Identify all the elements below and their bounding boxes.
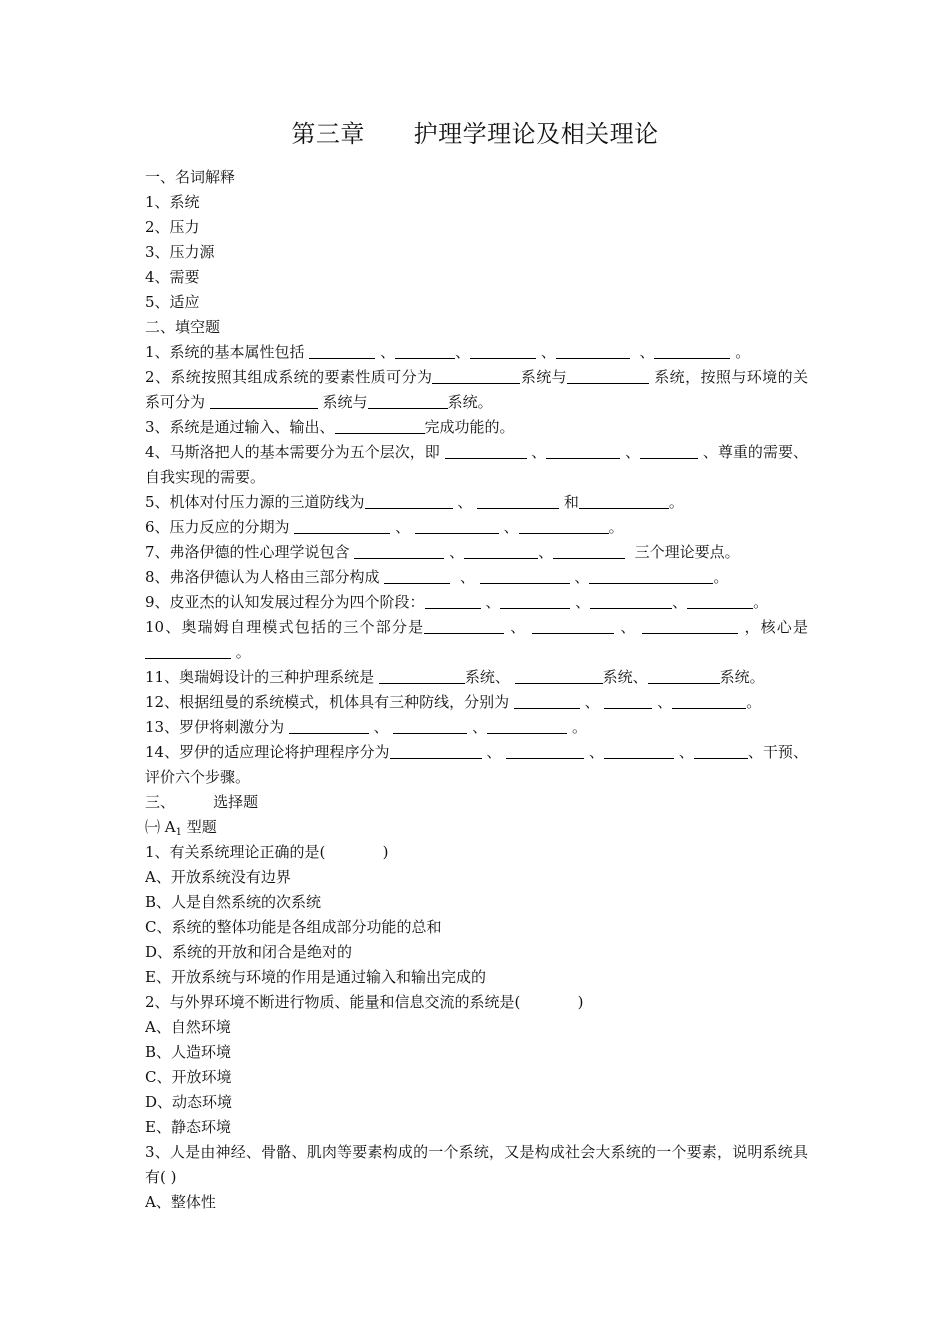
answer-blank[interactable]: [694, 743, 748, 759]
answer-blank[interactable]: [384, 568, 450, 584]
question-text: 系统。: [447, 393, 493, 411]
question-text: 1、系统的基本属性包括: [145, 343, 310, 361]
answer-blank[interactable]: [648, 668, 720, 684]
question-text: 、: [526, 443, 547, 461]
fill-question-4: [145, 440, 808, 490]
question-text: 完成功能的。: [424, 418, 515, 436]
answer-blank[interactable]: [145, 643, 231, 659]
question-text: 。: [753, 593, 769, 611]
answer-blank[interactable]: [365, 493, 453, 509]
term-item: 5、适应: [145, 293, 200, 311]
question-text: 系统与: [520, 368, 568, 386]
question-text: 、尊重的需要、自我实现的需要。: [145, 443, 808, 486]
answer-blank[interactable]: [480, 568, 570, 584]
question-text: 。: [608, 518, 624, 536]
question-text: 系统，按照与环境的关系可分为: [145, 368, 808, 411]
answer-blank[interactable]: [553, 543, 625, 559]
question-text: 、: [570, 593, 591, 611]
question-text: 系统、: [464, 668, 515, 686]
answer-blank[interactable]: [390, 743, 482, 759]
question-text: 4、马斯洛把人的基本需要分为五个层次，即: [145, 443, 445, 461]
term-item: 4、需要: [145, 268, 200, 286]
term-item: 2、压力: [145, 218, 200, 236]
question-text: 、: [375, 343, 396, 361]
choice-option: D、系统的开放和闭合是绝对的: [145, 943, 353, 961]
question-text: 、: [538, 543, 554, 561]
answer-blank[interactable]: [309, 343, 375, 359]
question-text: 、: [467, 718, 488, 736]
question-text: 、: [444, 543, 465, 561]
answer-blank[interactable]: [672, 693, 746, 709]
question-text: 、: [629, 343, 655, 361]
answer-blank[interactable]: [425, 593, 481, 609]
question-text: 、: [672, 593, 688, 611]
fill-question-1: [145, 340, 808, 365]
answer-blank[interactable]: [445, 443, 527, 459]
answer-blank[interactable]: [546, 443, 620, 459]
question-text: 、: [390, 518, 415, 536]
choice-option: D、动态环境: [145, 1093, 233, 1111]
answer-blank[interactable]: [590, 593, 672, 609]
question-text: 三个理论要点。: [625, 543, 740, 561]
question-text: 系统。: [719, 668, 765, 686]
answer-blank[interactable]: [604, 743, 674, 759]
question-text: 、: [584, 743, 605, 761]
answer-blank[interactable]: [464, 543, 538, 559]
question-text: 10、奥瑞姆自理模式包括的三个部分是: [145, 618, 425, 636]
question-text: 。: [567, 718, 587, 736]
choice-question-stem: 2、与外界环境不断进行物质、能量和信息交流的系统是( ): [145, 993, 584, 1011]
fill-question-8: [145, 565, 808, 590]
answer-blank[interactable]: [556, 343, 630, 359]
choice-option: A、整体性: [145, 1193, 216, 1211]
question-text: 。: [713, 568, 729, 586]
question-text: ，核心是: [738, 618, 808, 636]
question-text: 、: [368, 718, 394, 736]
choice-option: C、开放环境: [145, 1068, 232, 1086]
question-text: 、: [536, 343, 556, 361]
question-text: 、干预、评价六个步骤。: [145, 743, 808, 786]
question-type-suffix: 型题: [181, 818, 217, 836]
question-text: 、: [674, 743, 694, 761]
answer-blank[interactable]: [500, 593, 570, 609]
choice-question-stem: 1、有关系统理论正确的是( ): [145, 843, 389, 861]
answer-blank[interactable]: [640, 443, 698, 459]
answer-blank[interactable]: [335, 418, 425, 434]
question-text: 7、弗洛伊德的性心理学说包含: [145, 543, 355, 561]
question-text: 。: [730, 343, 751, 361]
question-text: 11、奥瑞姆设计的三种护理系统是: [145, 668, 379, 686]
choice-option: C、系统的整体功能是各组成部分功能的总和: [145, 918, 442, 936]
choice-option: E、静态环境: [145, 1118, 231, 1136]
answer-blank[interactable]: [354, 543, 444, 559]
answer-blank[interactable]: [506, 743, 584, 759]
answer-blank[interactable]: [289, 718, 369, 734]
answer-blank[interactable]: [642, 618, 738, 634]
question-text: 14、罗伊的适应理论将护理程序分为: [145, 743, 390, 761]
document-body: [145, 165, 808, 1215]
answer-blank[interactable]: [515, 668, 603, 684]
question-text: 、: [620, 443, 641, 461]
term-item: 3、压力源: [145, 243, 215, 261]
fill-question-12: [145, 690, 808, 715]
answer-blank[interactable]: [424, 618, 504, 634]
fill-question-2: [145, 365, 808, 415]
choice-question-stem: 3、人是由神经、骨骼、肌肉等要素构成的一个系统，又是构成社会大系统的一个要素，说明系统具有( ): [145, 1143, 808, 1186]
answer-blank[interactable]: [519, 518, 609, 534]
answer-blank[interactable]: [687, 593, 753, 609]
question-text: 2、系统按照其组成系统的要素性质可分为: [145, 368, 433, 386]
question-text: 、: [498, 518, 519, 536]
choice-option: A、开放系统没有边界: [145, 868, 291, 886]
answer-blank[interactable]: [477, 493, 559, 509]
question-text: 12、根据纽曼的系统模式，机体具有三种防线，分别为: [145, 693, 514, 711]
choice-option: E、开放系统与环境的作用是通过输入和输出完成的: [145, 968, 486, 986]
question-text: 9、皮亚杰的认知发展过程分为四个阶段：: [145, 593, 425, 611]
question-text: 3、系统是通过输入、输出、: [145, 418, 335, 436]
question-text: 、: [452, 493, 478, 511]
question-text: 系统、: [602, 668, 648, 686]
question-text: 13、罗伊将刺激分为: [145, 718, 289, 736]
question-text: 、: [652, 693, 673, 711]
page-title: 第三章 护理学理论及相关理论: [291, 120, 659, 148]
answer-blank[interactable]: [514, 693, 580, 709]
question-text: 5、机体对付压力源的三道防线为: [145, 493, 365, 511]
question-text: 、: [614, 618, 643, 636]
term-item: 1、系统: [145, 193, 200, 211]
answer-blank[interactable]: [604, 693, 652, 709]
question-text: 。: [668, 493, 684, 511]
answer-blank[interactable]: [432, 368, 520, 384]
fill-question-6: [145, 515, 808, 540]
section-heading-choice: 三、 选择题: [145, 793, 259, 811]
question-type-heading: [145, 815, 808, 840]
question-text: 、: [480, 593, 501, 611]
question-text: 和: [559, 493, 579, 511]
answer-blank[interactable]: [532, 618, 614, 634]
fill-question-11: [145, 665, 808, 690]
section-heading-terms: 一、名词解释: [145, 168, 236, 186]
answer-blank[interactable]: [470, 343, 536, 359]
answer-blank[interactable]: [415, 518, 499, 534]
question-text: 系统与: [317, 393, 368, 411]
fill-question-14: [145, 740, 808, 790]
answer-blank[interactable]: [395, 343, 455, 359]
question-text: 、: [569, 568, 590, 586]
choice-option: B、人是自然系统的次系统: [145, 893, 322, 911]
answer-blank[interactable]: [487, 718, 567, 734]
fill-question-3: [145, 415, 808, 440]
fill-question-9: [145, 590, 808, 615]
question-text: 、: [504, 618, 533, 636]
question-text: 。: [231, 643, 251, 661]
answer-blank[interactable]: [567, 368, 649, 384]
fill-question-13: [145, 715, 808, 740]
answer-blank[interactable]: [210, 393, 318, 409]
choice-option: B、人造环境: [145, 1043, 232, 1061]
answer-blank[interactable]: [393, 718, 467, 734]
answer-blank[interactable]: [368, 393, 448, 409]
question-text: 。: [746, 693, 762, 711]
question-type-label: ㈠ A: [145, 818, 176, 836]
question-text: 、: [481, 743, 507, 761]
fill-question-7: [145, 540, 808, 565]
answer-blank[interactable]: [654, 343, 730, 359]
question-text: 6、压力反应的分期为: [145, 518, 295, 536]
answer-blank[interactable]: [579, 493, 669, 509]
choice-option: A、自然环境: [145, 1018, 231, 1036]
question-text: 、: [455, 343, 471, 361]
question-text: 、: [579, 693, 605, 711]
fill-question-5: [145, 490, 808, 515]
answer-blank[interactable]: [589, 568, 713, 584]
answer-blank[interactable]: [379, 668, 465, 684]
fill-question-10: [145, 615, 808, 665]
answer-blank[interactable]: [294, 518, 390, 534]
question-text: 8、弗洛伊德认为人格由三部分构成: [145, 568, 385, 586]
section-heading-fill: 二、填空题: [145, 318, 221, 336]
question-text: 、: [450, 568, 480, 586]
question-type-subscript: 1: [175, 827, 182, 838]
